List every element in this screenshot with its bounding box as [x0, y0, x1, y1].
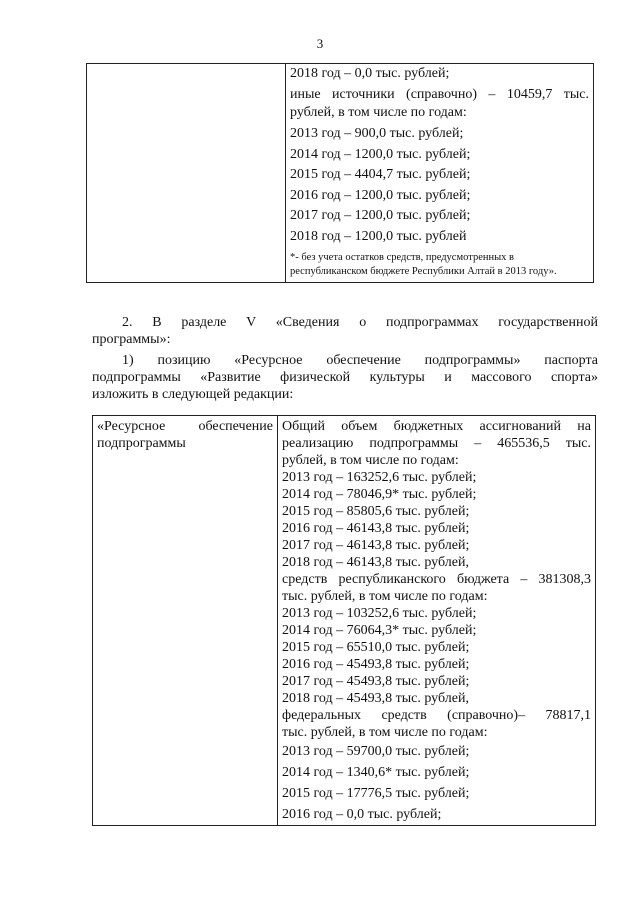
- funding-line: 2015 год – 85805,6 тыс. рублей;: [282, 504, 470, 519]
- funding-line: 2014 год – 1340,6* тыс. рублей;: [282, 765, 470, 780]
- paragraph-line: программы»:: [92, 332, 171, 347]
- funding-line: средств республиканского бюджета – 381308,3: [282, 572, 591, 587]
- funding-line: 2015 год – 65510,0 тыс. рублей;: [282, 640, 470, 655]
- funding-line: 2016 год – 45493,8 тыс. рублей;: [282, 657, 470, 672]
- funding-line: 2014 год – 1200,0 тыс. рублей;: [290, 146, 471, 162]
- funding-line: 2018 год – 1200,0 тыс. рублей: [290, 228, 467, 244]
- paragraph-line: 2. В разделе V «Сведения о подпрограммах государственной: [122, 315, 598, 330]
- funding-line: 2013 год – 59700,0 тыс. рублей;: [282, 744, 470, 759]
- funding-line: иные источники (справочно) – 10459,7 тыс.: [290, 86, 589, 102]
- table-cell-funding: [286, 64, 594, 283]
- funding-line: 2013 год – 163252,6 тыс. рублей;: [282, 470, 477, 485]
- funding-line: 2018 год – 45493,8 тыс. рублей,: [282, 691, 469, 706]
- funding-line: 2018 год – 46143,8 тыс. рублей,: [282, 555, 469, 570]
- funding-line: 2017 год – 45493,8 тыс. рублей;: [282, 674, 470, 689]
- funding-line: 2018 год – 0,0 тыс. рублей;: [290, 66, 450, 81]
- resource-table-continued: [86, 63, 594, 283]
- funding-line: 2017 год – 46143,8 тыс. рублей;: [282, 538, 470, 553]
- paragraph-line: изложить в следующей редакции:: [92, 387, 294, 402]
- funding-line: рублей, в том числе по годам:: [282, 453, 459, 468]
- page-number: 3: [316, 36, 324, 51]
- table-row: [93, 416, 596, 826]
- table-cell-funding: [278, 416, 596, 826]
- body-text: [92, 314, 598, 403]
- funding-line: 2016 год – 1200,0 тыс. рублей;: [290, 187, 471, 203]
- funding-line: 2016 год – 46143,8 тыс. рублей;: [282, 521, 470, 536]
- table-cell-title: [93, 416, 278, 826]
- table-cell-empty: [87, 64, 286, 283]
- paragraph-line: 1) позицию «Ресурсное обеспечение подпрограммы» паспорта: [122, 353, 598, 368]
- funding-line: тыс. рублей, в том числе по годам:: [282, 589, 488, 604]
- funding-line: Общий объем бюджетных ассигнований на: [282, 419, 591, 434]
- funding-line: рублей, в том числе по годам:: [290, 105, 467, 120]
- resource-table: [92, 415, 596, 826]
- funding-line: 2015 год – 4404,7 тыс. рублей;: [290, 167, 471, 182]
- paragraph-line: подпрограммы «Развитие физической культуры и массового спорта»: [92, 370, 598, 385]
- funding-line: 2015 год – 17776,5 тыс. рублей;: [282, 786, 470, 801]
- funding-line: реализацию подпрограммы – 465536,5 тыс.: [282, 436, 591, 451]
- funding-line: 2013 год – 900,0 тыс. рублей;: [290, 126, 464, 141]
- row-title-line: «Ресурсное обеспечение: [97, 419, 273, 434]
- funding-line: 2017 год – 1200,0 тыс. рублей;: [290, 208, 471, 223]
- funding-line: тыс. рублей, в том числе по годам:: [282, 725, 488, 740]
- funding-line: 2013 год – 103252,6 тыс. рублей;: [282, 606, 477, 621]
- funding-line: 2014 год – 76064,3* тыс. рублей;: [282, 623, 477, 638]
- row-title-line: подпрограммы: [97, 436, 186, 451]
- funding-line: федеральных средств (справочно)– 78817,1: [282, 708, 591, 723]
- funding-line: 2014 год – 78046,9* тыс. рублей;: [282, 487, 477, 502]
- funding-line: 2016 год – 0,0 тыс. рублей;: [282, 807, 442, 822]
- footnote: *- без учета остатков средств, предусмотренных в республиканском бюджете Республики Алтай в 2013 году».: [290, 252, 557, 277]
- table-row: [87, 64, 594, 283]
